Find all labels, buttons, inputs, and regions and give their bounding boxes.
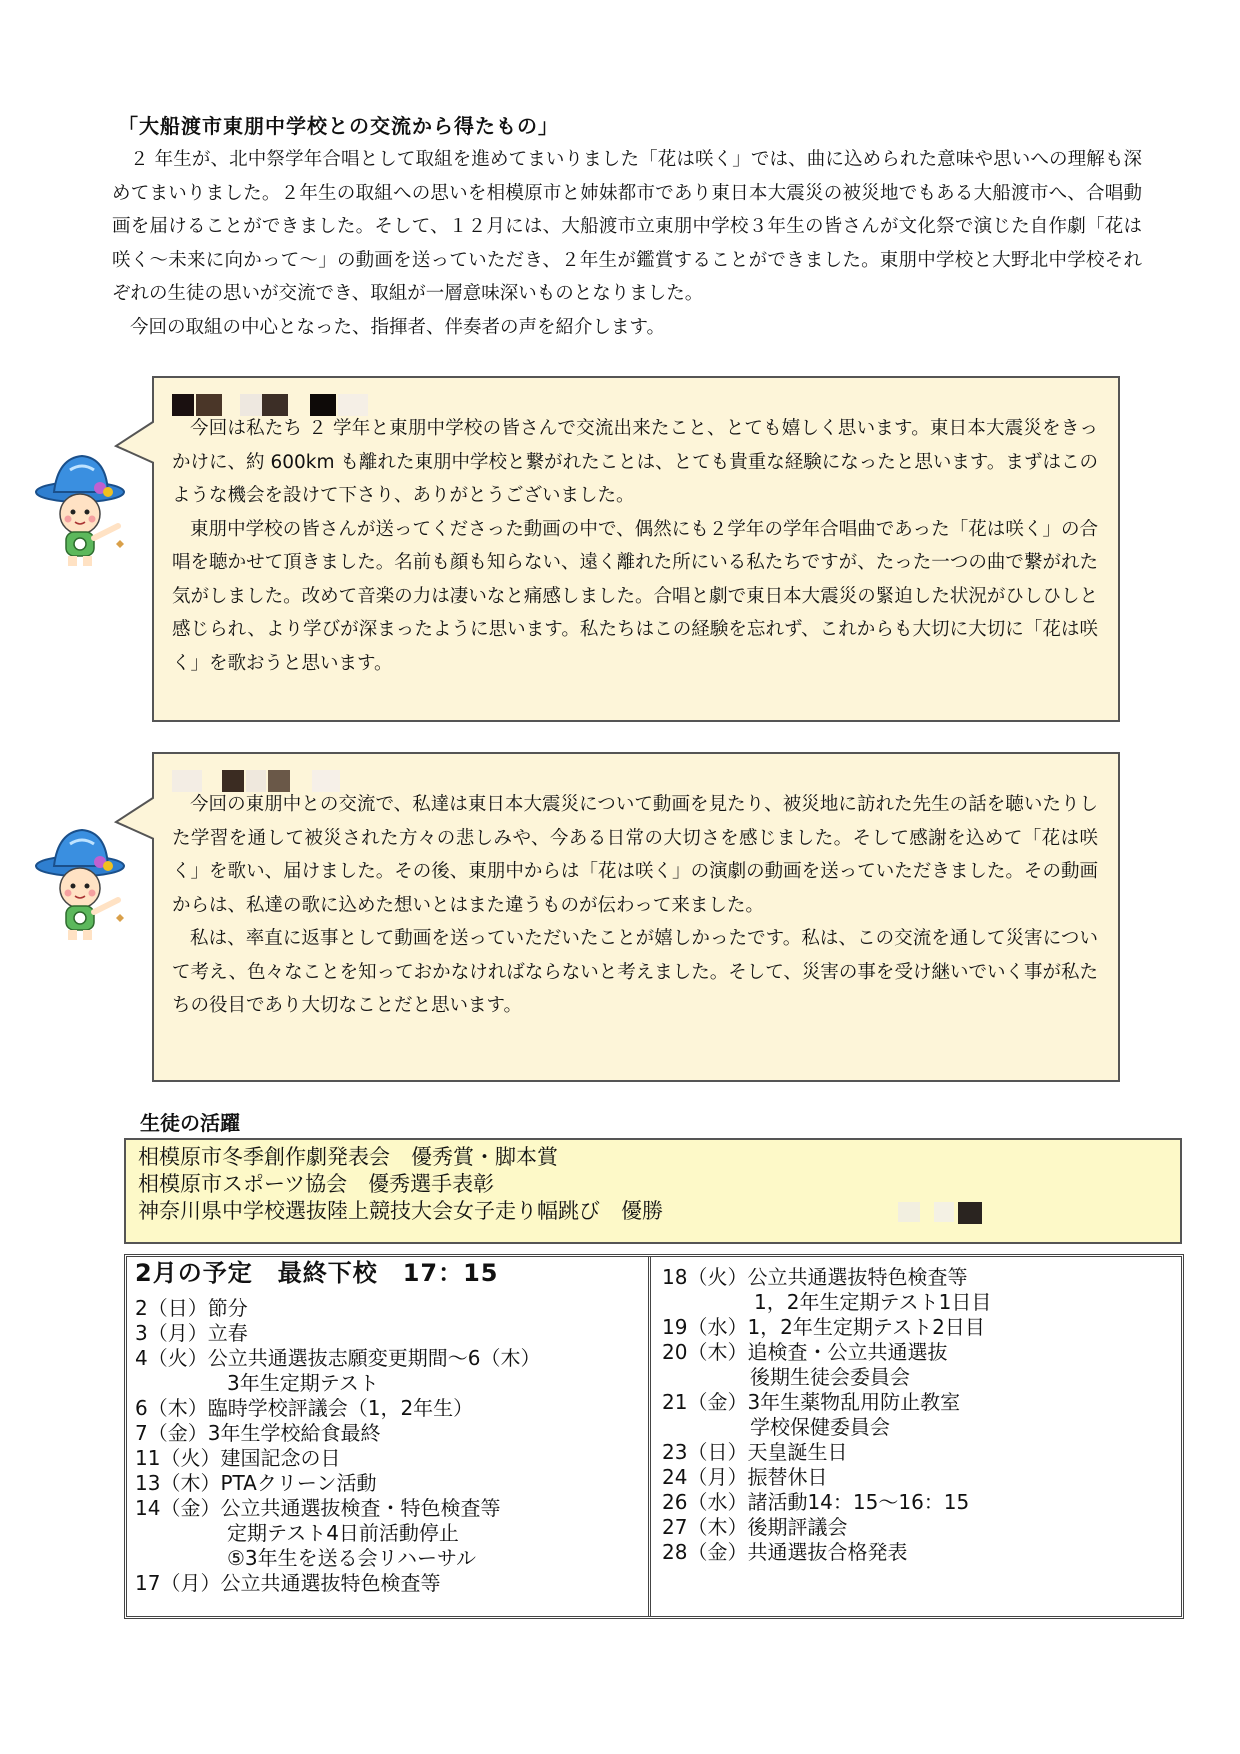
intro-text bbox=[112, 143, 1142, 344]
schedule-item: 4（火）公立共通選抜志願変更期間～6（木） bbox=[135, 1346, 541, 1370]
activities-title: 生徒の活躍 bbox=[140, 1111, 240, 1135]
schedule-item: 24（月）振替休日 bbox=[662, 1465, 828, 1489]
redacted-name bbox=[172, 760, 1098, 788]
redacted-name bbox=[172, 384, 1098, 412]
schedule-left-column bbox=[127, 1257, 651, 1616]
schedule-item: 17（月）公立共通選抜特色検査等 bbox=[135, 1571, 441, 1595]
bubble-tail bbox=[114, 414, 156, 474]
schedule-title: 2月の予定 最終下校 17：15 bbox=[135, 1259, 499, 1287]
comment-bubble-accompanist bbox=[152, 752, 1120, 1082]
schedule-item: 19（水）1，2年生定期テスト2日目 bbox=[662, 1315, 985, 1339]
schedule-item: 20（木）追検査・公立共通選抜 bbox=[662, 1340, 948, 1364]
schedule-item: 13（木）PTAクリーン活動 bbox=[135, 1471, 377, 1495]
award-item bbox=[138, 1198, 1168, 1225]
comment-paragraph: 私は、率直に返事として動画を送っていただいたことが嬉しかったです。私は、この交流を通して災害について考え、色々なことを知っておかなければならないと考えました。そして、災害の事を受け継いでいく事が私たちの役目であり大切なことだと思います。 bbox=[172, 928, 1098, 1016]
schedule-item: 11（火）建国記念の日 bbox=[135, 1446, 341, 1470]
comment-paragraph: 東朋中学校の皆さんが送ってくださった動画の中で、偶然にも２学年の学年合唱曲であった「花は咲く」の合唱を聴かせて頂きました。名前も顔も知らない、遠く離れた所にいる私たちですが、たった一つの曲で繋がれた気がしました。改めて音楽の力は凄いなと痛感しました。合唱と劇で東日本大震災の緊迫した状況がひしひしと感じられ、より学びが深まったように思います。私たちはこの経験を忘れず、これからも大切に大切に「花は咲く」を歌おうと思います。 bbox=[172, 518, 1098, 674]
intro-paragraph: 今回の取組の中心となった、指揮者、伴奏者の声を紹介します。 bbox=[130, 316, 666, 338]
schedule-item: 18（火）公立共通選抜特色検査等 bbox=[662, 1265, 968, 1289]
schedule-item: 21（金）3年生薬物乱用防止教室 bbox=[662, 1390, 961, 1414]
schedule-item: 27（木）後期評議会 bbox=[662, 1515, 848, 1539]
awards-box bbox=[124, 1138, 1182, 1244]
schedule-item: 定期テスト4日前活動停止 bbox=[227, 1521, 459, 1545]
schedule-item: 3（月）立春 bbox=[135, 1321, 248, 1345]
schedule-item: 6（木）臨時学校評議会（1，2年生） bbox=[135, 1396, 474, 1420]
schedule-item: 1，2年生定期テスト1日目 bbox=[754, 1290, 992, 1314]
section-title: 「大船渡市東朋中学校との交流から得たもの」 bbox=[118, 114, 559, 138]
award-item: 相模原市冬季創作劇発表会 優秀賞・脚本賞 bbox=[138, 1145, 558, 1169]
comment-paragraph: 今回の東朋中との交流で、私達は東日本大震災について動画を見たり、被災地に訪れた先生の話を聴いたりした学習を通して被災された方々の悲しみや、今ある日常の大切さを感じました。そして感謝を込めて「花は咲く」を歌い、届けました。その後、東朋中からは「花は咲く」の演劇の動画を送っていただきました。その動画からは、私達の歌に込めた想いとはまた違うものが伝わって来ました。 bbox=[172, 794, 1098, 916]
schedule-item: 7（金）3年生学校給食最終 bbox=[135, 1421, 381, 1445]
comment-paragraph: 今回は私たち ２ 学年と東朋中学校の皆さんで交流出来たこと、とても嬉しく思います。東日本大震災をきっかけに、約 600km も離れた東朋中学校と繋がれたことは、とても貴重な経験になったと思います。まずはこのような機会を設けて下さり、ありがとうございました。 bbox=[172, 418, 1098, 506]
intro-paragraph: ２ 年生が、北中祭学年合唱として取組を進めてまいりました「花は咲く」では、曲に込められた意味や思いへの理解も深めてまいりました。２年生の取組への思いを相模原市と姉妹都市であり東日本大震災の被災地でもある大船渡市へ、合唱動画を届けることができました。そして、１２月には、大船渡市立東朋中学校３年生の皆さんが文化祭で演じた自作劇「花は咲く～未来に向かって～」の動画を送っていただき、２年生が鑑賞することができました。東朋中学校と大野北中学校それぞれの生徒の思いが交流でき、取組が一層意味深いものとなりました。 bbox=[112, 149, 1142, 304]
comment-bubble-conductor bbox=[152, 376, 1120, 722]
schedule-right-column bbox=[654, 1257, 1181, 1616]
bubble-tail bbox=[114, 790, 156, 850]
schedule-box bbox=[124, 1254, 1184, 1619]
schedule-item: 後期生徒会委員会 bbox=[750, 1365, 910, 1389]
schedule-item: 23（日）天皇誕生日 bbox=[662, 1440, 848, 1464]
schedule-item: 28（金）共通選抜合格発表 bbox=[662, 1540, 908, 1564]
schedule-item: 2（日）節分 bbox=[135, 1296, 248, 1320]
award-item-text: 神奈川県中学校選抜陸上競技大会女子走り幅跳び 優勝 bbox=[138, 1199, 663, 1223]
schedule-item: 3年生定期テスト bbox=[227, 1371, 379, 1395]
schedule-item: ⑤3年生を送る会リハーサル bbox=[227, 1546, 477, 1570]
schedule-item: 26（水）諸活動14：15～16：15 bbox=[662, 1490, 970, 1514]
redacted-name bbox=[898, 1202, 982, 1222]
award-item: 相模原市スポーツ協会 優秀選手表彰 bbox=[138, 1172, 495, 1196]
schedule-item: 学校保健委員会 bbox=[750, 1415, 890, 1439]
schedule-item: 14（金）公立共通選抜検査・特色検査等 bbox=[135, 1496, 501, 1520]
